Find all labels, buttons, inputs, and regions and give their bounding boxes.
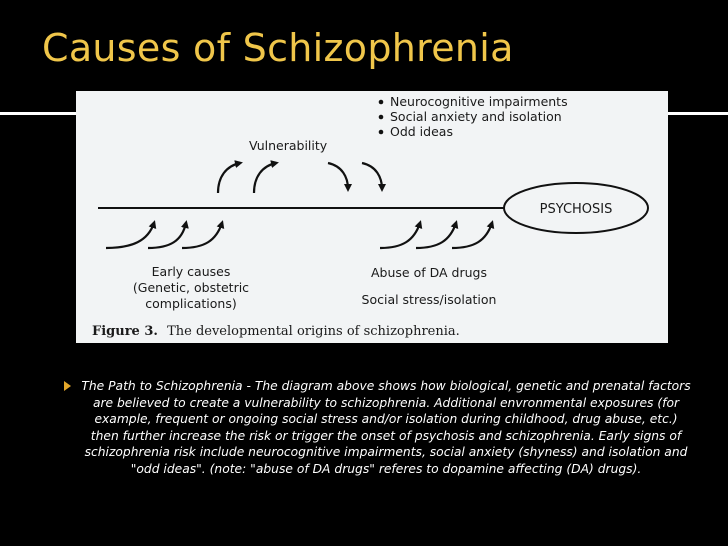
figure-caption-text: The developmental origins of schizophrenia.: [167, 324, 460, 339]
risk-signs-list: [379, 94, 568, 139]
developmental-origins-figure: [76, 91, 668, 343]
list-bullet-dot: [379, 130, 384, 135]
list-bullet-dot: [379, 100, 384, 105]
early-causes-label: Early causes: [151, 264, 231, 279]
drug-abuse-arrow: [380, 223, 420, 248]
falling-curved-arrow: [328, 163, 348, 189]
rising-curved-arrow: [218, 163, 240, 193]
drug-abuse-arrow: [452, 223, 492, 248]
early-cause-arrow: [106, 223, 154, 248]
slide-title: Causes of Schizophrenia: [42, 26, 514, 70]
figure-caption-number: Figure 3.: [92, 324, 158, 339]
bullet-arrow-icon: [64, 381, 71, 391]
explanation-paragraph: The Path to Schizophrenia - The diagram above shows how biological, genetic and prenatal factors are believed to create a vulnerability to schizophrenia. Additional envronmental exposures (for example, frequent or ongoing social stress and/or isolation during childhood, drug abuse, etc.) then further increase the risk or trigger the onset of psychosis and schizophrenia. Early signs of schizophrenia risk include neurocognitive impairments, social anxiety (shyness) and isolation and "odd ideas". (note: "abuse of DA drugs" referes to dopamine affecting (DA) drugs).: [81, 379, 691, 476]
vulnerability-arrows: [218, 163, 382, 193]
drug-abuse-arrows: [380, 223, 492, 248]
early-causes-arrows: [106, 223, 222, 248]
early-cause-arrow: [182, 223, 222, 248]
early-causes-detail: complications): [145, 296, 237, 311]
psychosis-label: PSYCHOSIS: [539, 202, 613, 217]
risk-sign-item: Social anxiety and isolation: [390, 109, 562, 124]
social-stress-label: Social stress/isolation: [361, 292, 497, 307]
list-bullet-dot: [379, 115, 384, 120]
drug-abuse-arrow: [416, 223, 456, 248]
figure-caption: [92, 324, 460, 339]
rising-curved-arrow: [254, 163, 276, 193]
explanation-bullet: [64, 378, 692, 478]
abuse-da-drugs-label: Abuse of DA drugs: [371, 265, 487, 280]
figure-diagram: [76, 91, 668, 343]
risk-sign-item: Odd ideas: [390, 124, 453, 139]
falling-curved-arrow: [362, 163, 382, 189]
early-causes-detail: (Genetic, obstetric: [132, 280, 250, 295]
vulnerability-label: Vulnerability: [249, 138, 328, 153]
risk-sign-item: Neurocognitive impairments: [390, 94, 568, 109]
